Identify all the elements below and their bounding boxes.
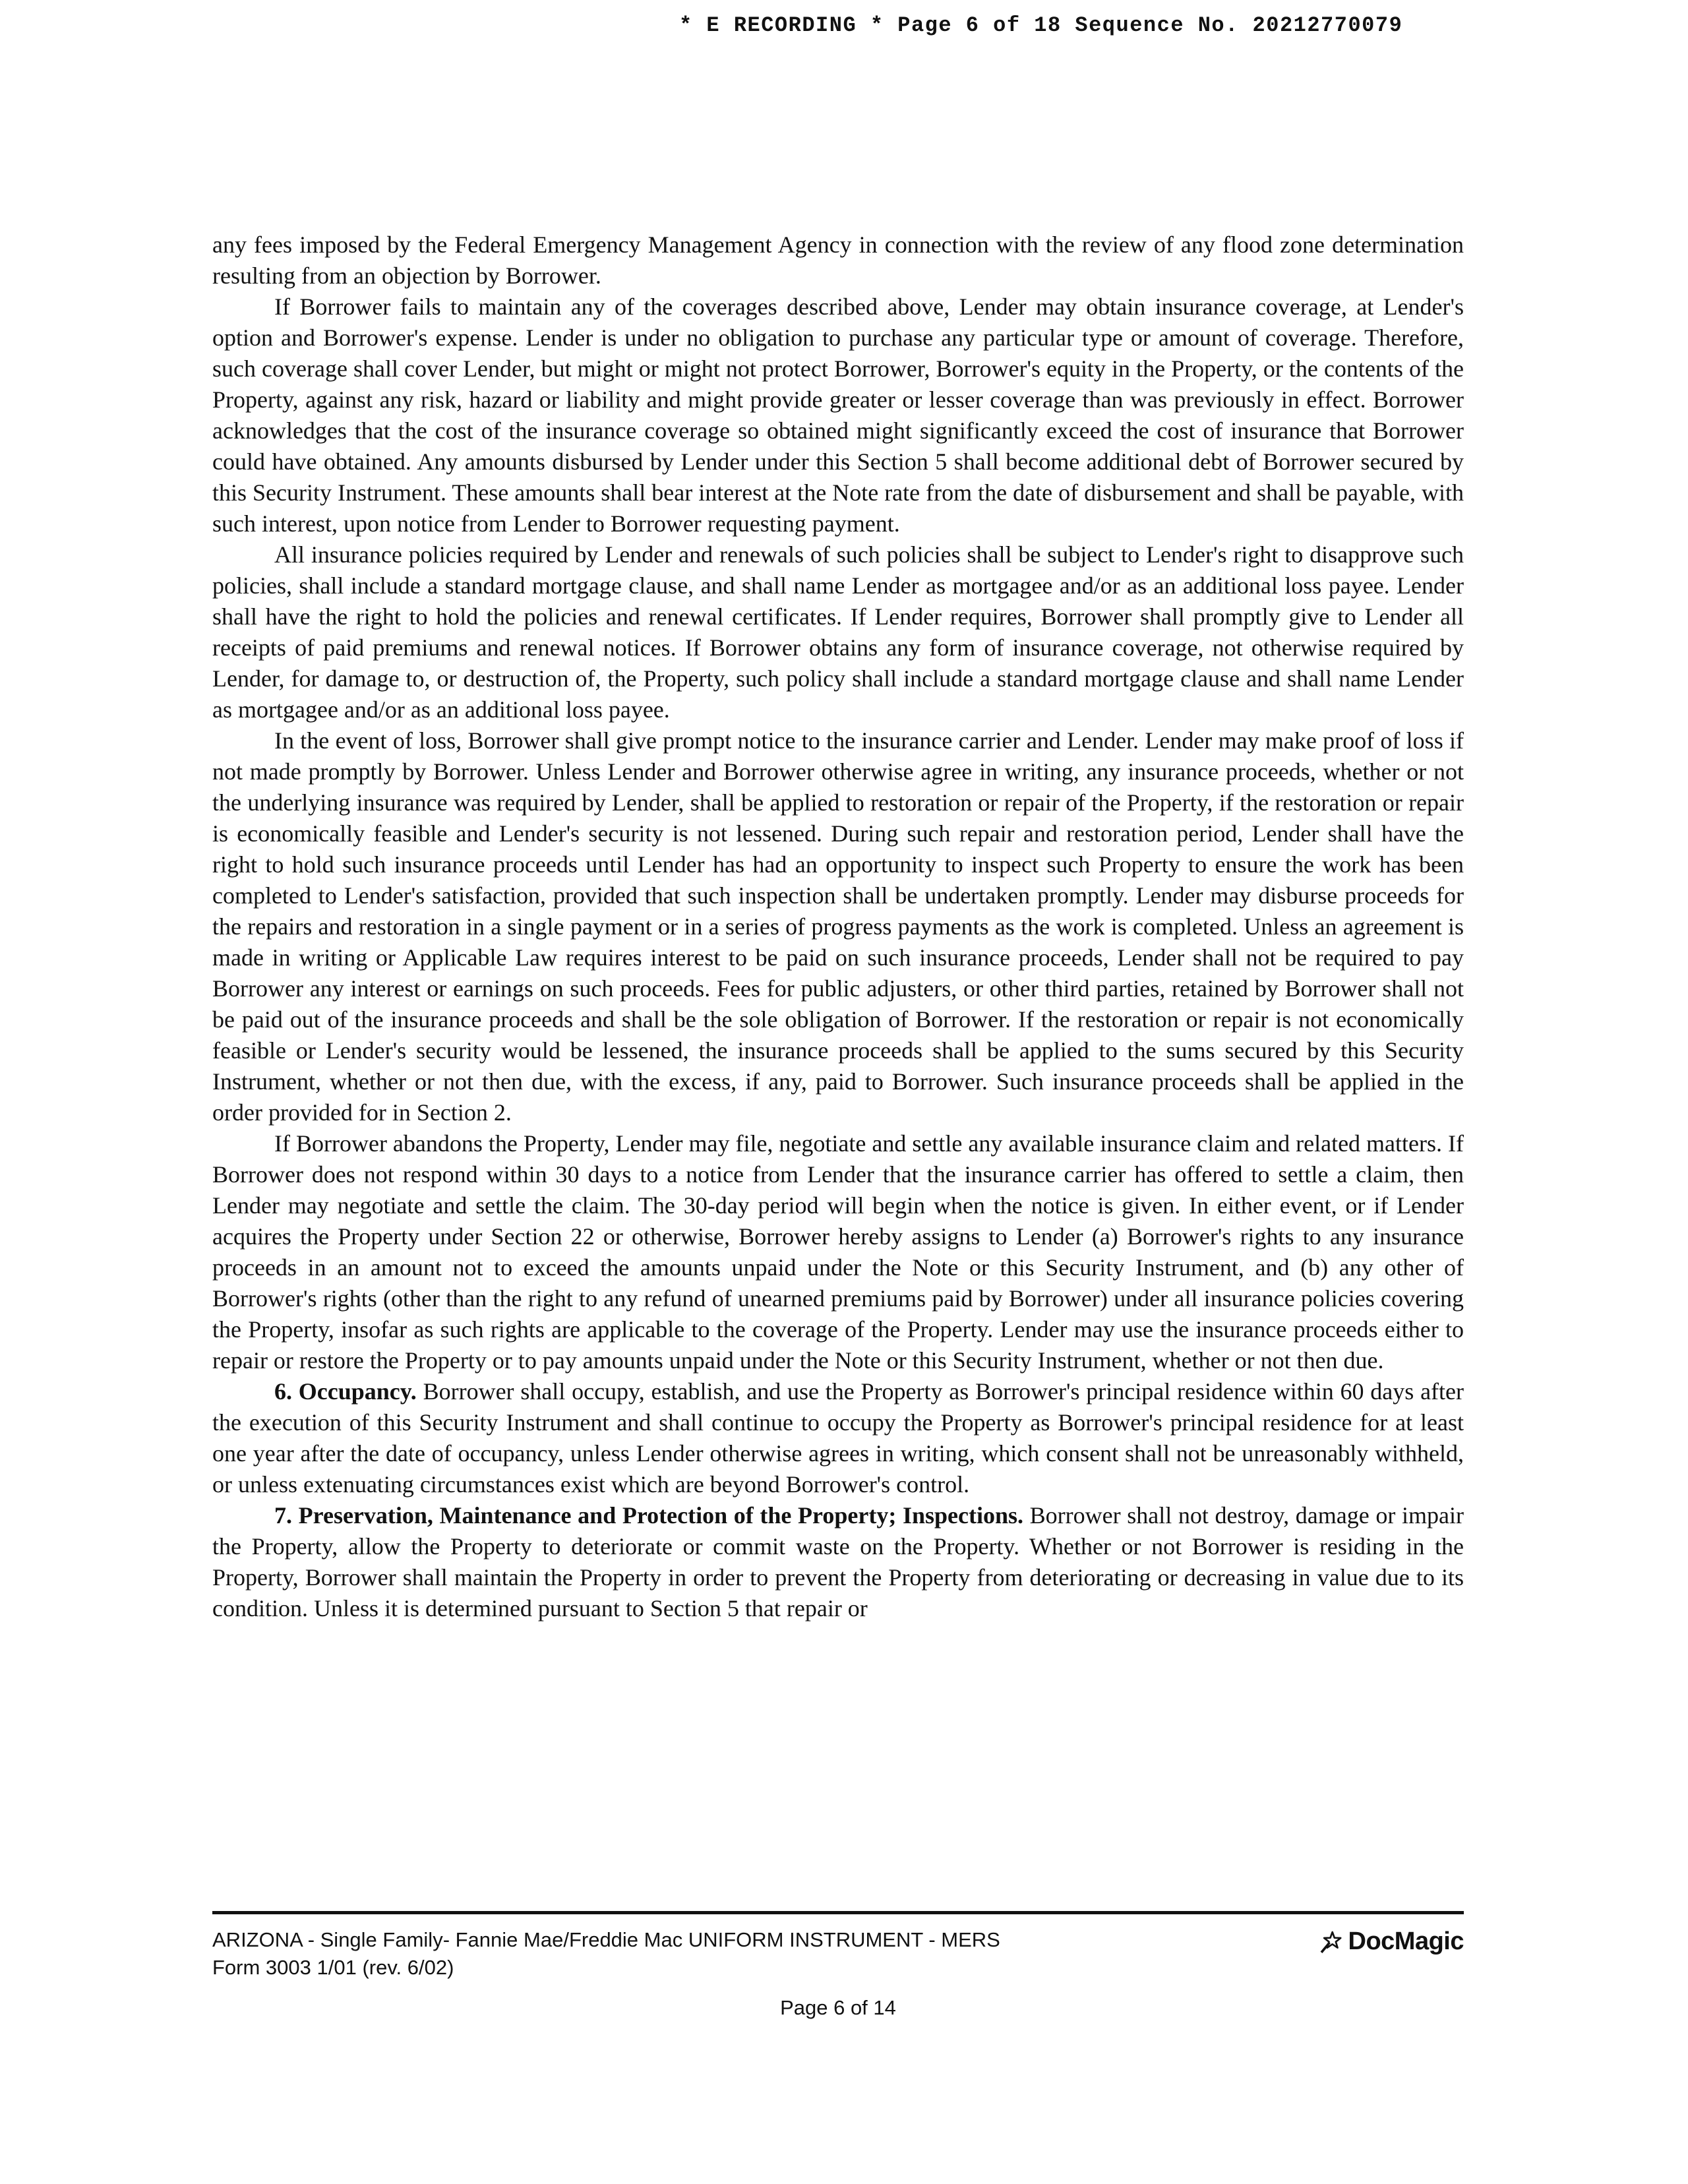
docmagic-wordmark: DocMagic (1348, 1927, 1464, 1955)
footer-divider (212, 1911, 1464, 1914)
form-title: ARIZONA - Single Family- Fannie Mae/Freddie Mac UNIFORM INSTRUMENT - MERS (212, 1928, 1000, 1951)
paragraph: 6. Occupancy. Borrower shall occupy, establish, and use the Property as Borrower's principal residence within 60 days after the execution of this Security Instrument and shall continue to occupy the Property as Borrower's principal residence for at least one year after the date of occupancy, unless Lender otherwise agrees in writing, which consent shall not be unreasonably withheld, or unless extenuating circumstances exist which are beyond Borrower's control. (212, 1378, 1464, 1498)
docmagic-logo (1318, 1927, 1464, 1956)
magic-wand-star-icon (1318, 1929, 1344, 1955)
section-heading: 7. Preservation, Maintenance and Protection of the Property; Inspections. (274, 1502, 1030, 1529)
document-footer (212, 1911, 1464, 2020)
paragraph: All insurance policies required by Lender and renewals of such policies shall be subject to Lender's right to disapprove such policies, shall include a standard mortgage clause, and shall name Lender as mortgagee and/or as an additional loss payee. Lender shall have the right to hold the policies and renewal certificates. If Lender requires, Borrower shall promptly give to Lender all receipts of paid premiums and renewal notices. If Borrower obtains any form of insurance coverage, not otherwise required by Lender, for damage to, or destruction of, the Property, such policy shall include a standard mortgage clause and shall name Lender as mortgagee and/or as an additional loss payee. (212, 541, 1464, 723)
paragraph: any fees imposed by the Federal Emergency Management Agency in connection with the review of any flood zone determination resulting from an objection by Borrower. (212, 231, 1464, 289)
document-body (212, 229, 1464, 1624)
section-heading: 6. Occupancy. (274, 1378, 423, 1405)
form-identification (212, 1926, 1000, 1982)
e-recording-header: * E RECORDING * Page 6 of 18 Sequence No. 20212770079 (679, 13, 1403, 38)
paragraph: In the event of loss, Borrower shall give prompt notice to the insurance carrier and Lender. Lender may make proof of loss if not made promptly by Borrower. Unless Lender and Borrower otherwise agree in writing, any insurance proceeds, whether or not the underlying insurance was required by Lender, shall be applied to restoration or repair of the Property, if the restoration or repair is economically feasible and Lender's security is not lessened. During such repair and restoration period, Lender shall have the right to hold such insurance proceeds until Lender has had an opportunity to inspect such Property to ensure the work has been completed to Lender's satisfaction, provided that such inspection shall be undertaken promptly. Lender may disburse proceeds for the repairs and restoration in a single payment or in a series of progress payments as the work is completed. Unless an agreement is made in writing or Applicable Law requires interest to be paid on such insurance proceeds, Lender shall not be required to pay Borrower any interest or earnings on such proceeds. Fees for public adjusters, or other third parties, retained by Borrower shall not be paid out of the insurance proceeds and shall be the sole obligation of Borrower. If the restoration or repair is not economically feasible or Lender's security would be lessened, the insurance proceeds shall be applied to the sums secured by this Security Instrument, whether or not then due, with the excess, if any, paid to Borrower. Such insurance proceeds shall be applied in the order provided for in Section 2. (212, 727, 1464, 1126)
form-number: Form 3003 1/01 (rev. 6/02) (212, 1956, 454, 1979)
page-number: Page 6 of 14 (780, 1996, 896, 2019)
paragraph: If Borrower abandons the Property, Lender may file, negotiate and settle any available insurance claim and related matters. If Borrower does not respond within 30 days to a notice from Lender that the insurance carrier has offered to settle a claim, then Lender may negotiate and settle the claim. The 30-day period will begin when the notice is given. In either event, or if Lender acquires the Property under Section 22 or otherwise, Borrower hereby assigns to Lender (a) Borrower's rights to any insurance proceeds in an amount not to exceed the amounts unpaid under the Note or this Security Instrument, and (b) any other of Borrower's rights (other than the right to any refund of unearned premiums paid by Borrower) under all insurance policies covering the Property, insofar as such rights are applicable to the coverage of the Property. Lender may use the insurance proceeds either to repair or restore the Property or to pay amounts unpaid under the Note or this Security Instrument, whether or not then due. (212, 1130, 1464, 1374)
paragraph: If Borrower fails to maintain any of the coverages described above, Lender may obtain insurance coverage, at Lender's option and Borrower's expense. Lender is under no obligation to purchase any particular type or amount of coverage. Therefore, such coverage shall cover Lender, but might or might not protect Borrower, Borrower's equity in the Property, or the contents of the Property, against any risk, hazard or liability and might provide greater or lesser coverage than was previously in effect. Borrower acknowledges that the cost of the insurance coverage so obtained might significantly exceed the cost of insurance that Borrower could have obtained. Any amounts disbursed by Lender under this Section 5 shall become additional debt of Borrower secured by this Security Instrument. These amounts shall bear interest at the Note rate from the date of disbursement and shall be payable, with such interest, upon notice from Lender to Borrower requesting payment. (212, 293, 1464, 537)
paragraph: 7. Preservation, Maintenance and Protection of the Property; Inspections. Borrower shall not destroy, damage or impair the Property, allow the Property to deteriorate or commit waste on the Property. Whether or not Borrower is residing in the Property, Borrower shall maintain the Property in order to prevent the Property from deteriorating or decreasing in value due to its condition. Unless it is determined pursuant to Section 5 that repair or (212, 1502, 1464, 1622)
